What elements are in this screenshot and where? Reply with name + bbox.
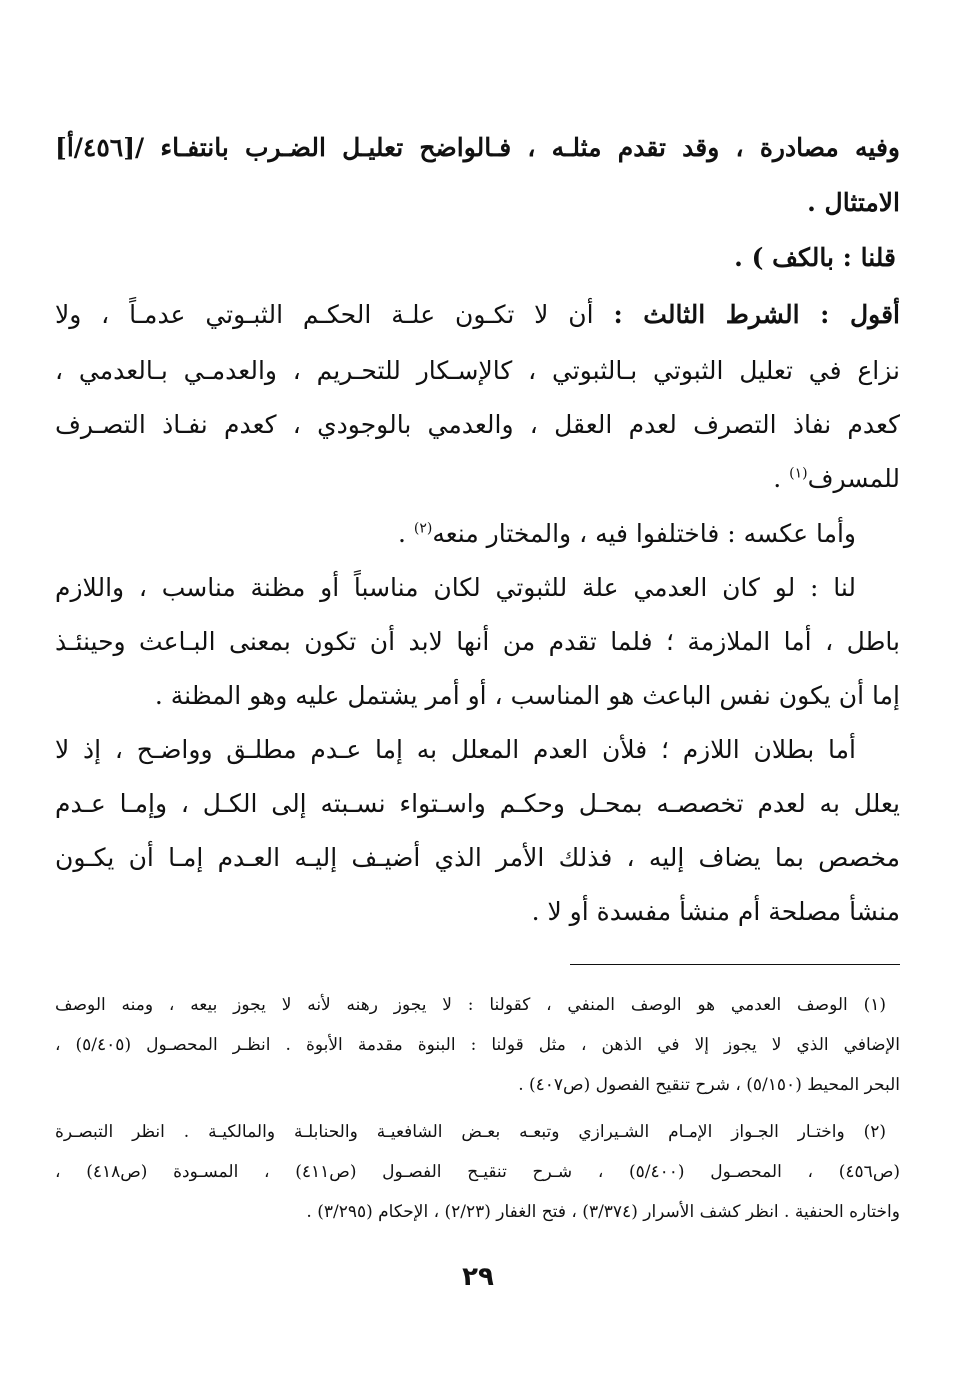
page-number: ٢٩: [462, 1262, 494, 1292]
body-line-8: وأما عكسه : فاختلفوا فيه ، والمختار منعه$^{(٢)}$ .: [397, 519, 856, 548]
body-line-12: أما بطلان اللازم ؛ فلأن العدم المعلل به إما عـدم مطلـق وواضـح ، إذ لا: [55, 735, 856, 764]
body-line-3: قلنا : بالكف ) .: [734, 243, 896, 272]
footnote-1-line-2: الإضافي الذي لا يجوز إلا في الذهن ، مثل قولنا : البنوة مقدمة الأبوة . انظـر المحصـول (٥/٤٠٥) ،: [55, 1035, 900, 1055]
body-line-7: للمسرف$^{(١)}$ .: [773, 464, 900, 493]
footnote-1-line-1: (١) الوصف العدمي هو الوصف المنفي ، كقولنا : لا يجوز رهنه لأنه لا يجوز بيعه ، ومنه الوصف: [55, 995, 886, 1015]
body-line-13: يعلل به لعدم تخصصـه بمحـل وحكـم واسـتواء نسـبته إلى الكـل ، وإمـا عـدم: [55, 789, 900, 818]
body-line-14: مخصص بما يضاف إليه ، فذلك الأمر الذي أضيـف إليـه العـدم إمـا أن يكـون: [55, 843, 900, 872]
footnote-1-line-3: البحر المحيط (٥/١٥٠) ، شرح تنقيح الفصول (ص٤٠٧) .: [518, 1075, 900, 1095]
body-line-10: باطل ، أما الملازمة ؛ فلما تقدم من أنها لابد أن تكون بمعنى البـاعث وحينئـذ: [55, 627, 900, 656]
body-line-6: كعدم نفاذ التصرف لعدم العقل ، والعدمي بالوجودي ، كعدم نفـاذ التصـرف: [55, 410, 900, 439]
body-line-15: منشأ مصلحة أم منشأ مفسدة أو لا .: [531, 897, 900, 926]
body-line-11: إما أن يكون نفس الباعث هو المناسب ، أو أمر يشتمل عليه وهو المظنة .: [154, 681, 900, 710]
footnote-2-line-2: (ص٤٥٦) ، المحصـول (٥/٤٠٠) ، شـرح تنقيـح الفصـول (ص٤١١) ، المسـودة (ص٤١٨) ،: [55, 1162, 900, 1182]
footnote-separator: [570, 964, 900, 965]
footnote-ref-2: (٢): [413, 520, 433, 537]
body-line-9: لنا : لو كان العدمي علة للثبوتي لكان مناسباً أو مظنة مناسب ، واللازم: [55, 573, 856, 602]
body-line-4: أقول : الشرط الثالث : أن لا تكـون علـة الحكـم الثبـوتي عدمـاً ، ولا: [55, 300, 900, 329]
footnote-ref-1: (١): [789, 465, 808, 482]
footnote-2-line-1: (٢) واختـار الجـواز الإمـام الشـيرازي وتبعـه بعـض الشافعيـة والحنابلـة والمالكيـة . انظر التبصـرة: [55, 1122, 886, 1142]
footnote-2-line-3: واختاره الحنفية . انظر كشف الأسرار (٣/٣٧٤) ، فتح الغفار (٢/٢٣) ، الإحكام (٣/٢٩٥) .: [306, 1202, 900, 1222]
body-line-1: وفيه مصادرة ، وقد تقدم مثلـه ، فـالواضح تعليـل الضـرب بانتفـاء /[٤٥٦/أ]: [55, 133, 900, 162]
section-heading: أقول : الشرط الثالث :: [613, 300, 900, 329]
body-line-5: نزاع في تعليل الثبوتي بـالثبوتي ، كالإسـكار للتحـريم ، والعدمـي بـالعدمي ،: [55, 356, 900, 385]
body-line-2: الامتثال .: [807, 188, 900, 217]
